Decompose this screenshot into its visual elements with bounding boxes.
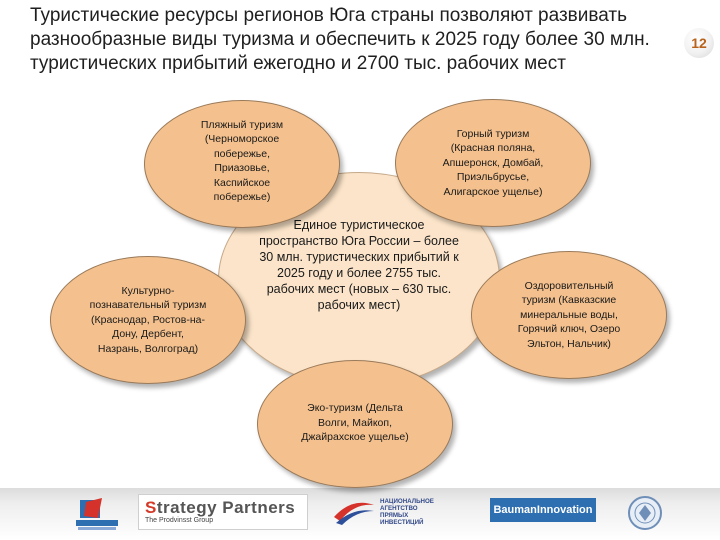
text-line: Горный туризм: [456, 127, 530, 140]
text-line: Эко-туризм (Дельта: [307, 402, 403, 415]
text-line: (Краснодар, Ростов-на-: [91, 313, 205, 326]
text-line: пространство Юга России – более: [259, 233, 459, 248]
text-line: Назрань, Волгоград): [97, 342, 199, 355]
text-line: Дону, Дербент,: [112, 328, 184, 341]
text-line: (Красная поляна,: [450, 142, 536, 155]
national-direct-investment-agency-logo: [332, 497, 457, 527]
strategy-partners-logo-initial: S: [145, 498, 157, 517]
agency-swoosh-icon: [332, 497, 376, 527]
text-line: Единое туристическое: [293, 217, 425, 232]
center-text: [248, 217, 470, 313]
cultural-tourism-text: [73, 284, 223, 357]
text-line: Оздоровительный: [524, 279, 614, 292]
agency-name: [380, 498, 434, 526]
text-line: Пляжный туризм: [200, 118, 284, 131]
text-line: Каспийское: [213, 176, 271, 189]
text-line: побережье,: [213, 147, 271, 160]
strategy-partners-logo-text: [145, 499, 295, 517]
text-line: ПРЯМЫХ: [380, 512, 409, 519]
text-line: Приазовье,: [214, 162, 270, 174]
strategy-partners-logo-subtitle: The Prodvinsst Group: [145, 517, 214, 524]
text-line: туризм (Кавказские: [521, 294, 617, 307]
mountain-tourism-circle: [395, 99, 591, 227]
text-line: АГЕНТСТВО: [380, 505, 418, 512]
health-tourism-text: [494, 279, 644, 352]
cultural-tourism-circle: [50, 256, 246, 384]
beach-tourism-circle: [144, 100, 340, 228]
strategy-partners-logo: [138, 494, 308, 530]
page-number-badge: 12: [684, 28, 714, 58]
text-line: 2025 году и более 2755 тыс.: [277, 265, 441, 280]
text-line: рабочих мест (новых – 630 тыс.: [266, 281, 452, 296]
text-line: минеральные воды,: [520, 308, 618, 321]
text-line: познавательный туризм: [89, 299, 207, 312]
beach-tourism-text: [167, 118, 317, 205]
title-line-1: Туристические ресурсы регионов Юга страны позволяют развивать: [30, 5, 628, 26]
partner-logo-1-icon: [72, 496, 122, 532]
eco-tourism-text: [280, 401, 430, 445]
text-line: 30 млн. туристических прибытий к: [259, 249, 459, 264]
text-line: Культурно-: [121, 284, 175, 297]
text-line: Приэльбрусье,: [456, 171, 530, 184]
text-line: Горячий ключ, Озеро: [517, 323, 621, 336]
round-emblem-logo: [624, 495, 666, 531]
text-line: Апшеронск, Домбай,: [442, 156, 544, 169]
bauman-innovation-logo: BaumanInnovation: [490, 498, 596, 522]
health-tourism-circle: [471, 251, 667, 379]
text-line: Волги, Майкоп,: [318, 416, 392, 429]
text-line: (Черноморское: [204, 133, 280, 145]
partner-logo-1: [72, 496, 122, 532]
text-line: Джайрахское ущелье): [301, 431, 409, 444]
page-title: [30, 4, 680, 76]
mountain-tourism-text: [418, 127, 568, 200]
text-line: рабочих мест): [317, 297, 401, 312]
text-line: НАЦИОНАЛЬНОЕ: [380, 498, 434, 505]
emblem-icon: [624, 495, 666, 531]
text-line: побережье): [213, 191, 271, 203]
text-line: Алигарское ущелье): [443, 185, 543, 198]
strategy-partners-logo-rest: trategy Partners: [156, 498, 296, 517]
title-line-3: туристических прибытий ежегодно и 2700 тыс. рабочих мест: [30, 53, 566, 74]
eco-tourism-circle: [257, 360, 453, 488]
text-line: Эльтон, Нальчик): [527, 337, 611, 350]
title-line-2: разнообразные виды туризма и обеспечить к 2025 году более 30 млн.: [30, 29, 650, 50]
text-line: ИНВЕСТИЦИЙ: [380, 519, 424, 526]
